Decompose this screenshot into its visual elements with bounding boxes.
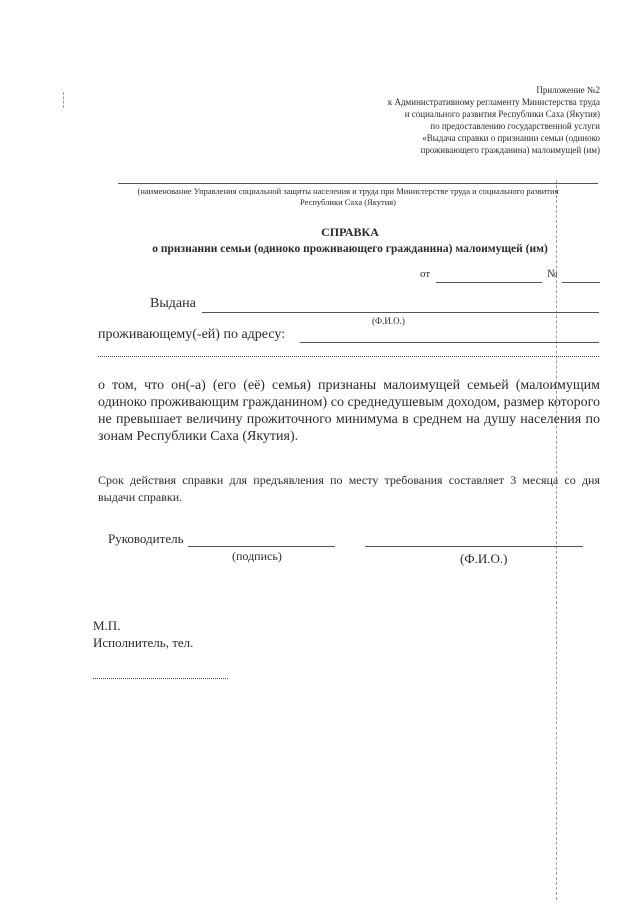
number-label: № [547, 268, 558, 280]
signature-field-line[interactable] [188, 546, 335, 547]
statement-paragraph: о том, что он(-а) (его (её) семья) признаны малоимущей семьей (малоимущим одиноко проживающим гражданином) со среднедушевым доходом, размер которого не превышает величину прожиточного минимума в среднем на душу населения по зонам Республики Саха (Якутия). [98, 378, 600, 444]
appendix-line: проживающего гражданина) малоимущей (им) [420, 145, 600, 155]
executor-label: Исполнитель, тел. [93, 635, 194, 650]
date-field-line[interactable] [436, 282, 542, 283]
executor-field-line[interactable] [93, 678, 228, 679]
appendix-line: Приложение №2 [536, 85, 600, 95]
number-field-line[interactable] [562, 282, 600, 283]
document-title: СПРАВКА [321, 225, 379, 239]
validity-paragraph: Срок действия справки для предъявления по месту требования составляет 3 месяца со дня выдачи справки. [98, 473, 600, 504]
head-fio-caption: (Ф.И.О.) [460, 551, 508, 566]
appendix-line: по предоставлению государственной услуги [430, 121, 600, 131]
agency-caption [98, 186, 598, 208]
agency-name-line [118, 183, 598, 184]
appendix-line: и социального развития Республики Саха (Якутия) [404, 109, 600, 119]
issued-fio-line[interactable] [202, 312, 599, 313]
appendix-block [240, 84, 600, 156]
address-field-line-2[interactable] [98, 356, 599, 357]
agency-caption-line2: Республики Саха (Якутия) [299, 197, 396, 207]
stamp-label: М.П. [93, 618, 121, 633]
signature-caption: (подпись) [232, 549, 282, 563]
appendix-line: к Административному регламенту Министерства труда [387, 97, 600, 107]
head-label: Руководитель [108, 531, 184, 546]
issued-label: Выдана [150, 296, 196, 311]
agency-caption-line1: (наименование Управления социальной защиты населения и труда при Министерстве труда и социального развития [137, 186, 559, 196]
scan-fold-line [556, 180, 557, 900]
address-label: проживающему(-ей) по адресу: [98, 327, 286, 342]
appendix-line: «Выдача справки о признании семьи (одиноко [422, 133, 600, 143]
issued-fio-caption: (Ф.И.О.) [372, 316, 405, 326]
document-subtitle: о признании семьи (одиноко проживающего гражданина) малоимущей (им) [152, 243, 548, 255]
head-fio-field-line[interactable] [365, 546, 583, 547]
scan-edge-mark [63, 92, 64, 108]
address-field-line[interactable] [300, 342, 599, 343]
date-label: от [420, 268, 431, 280]
